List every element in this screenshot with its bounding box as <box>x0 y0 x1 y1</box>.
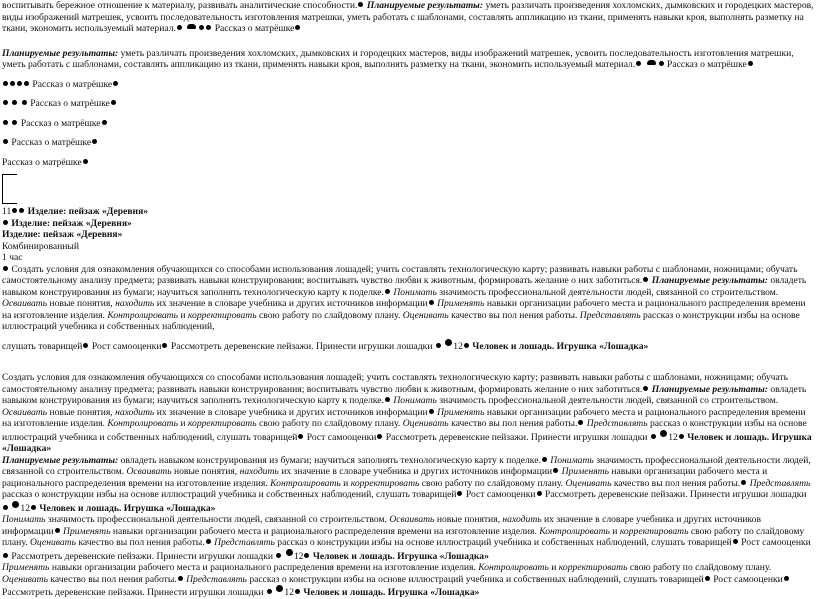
results-label: Планируемые результаты: <box>651 383 768 395</box>
text: овладеть навыком конструирования из бумаги; научиться заполнять технологическую карту к поделке. <box>2 383 807 406</box>
verb: находить <box>115 406 155 418</box>
bullet-icon <box>445 339 452 346</box>
lesson-title-line <box>2 229 814 241</box>
verb: корректировать <box>558 562 628 573</box>
matryoshka-link[interactable]: Рассказ о матрёшке <box>11 137 92 148</box>
verb: Понимать <box>550 454 594 466</box>
bullet-icon <box>295 589 300 594</box>
bullet-icon <box>3 266 8 271</box>
paragraph-results-2 <box>2 455 814 515</box>
lesson-number: 12 <box>453 340 463 352</box>
verb: Представлять <box>749 477 811 489</box>
verb: Оценивать <box>402 418 449 429</box>
verb: Применять <box>561 466 609 477</box>
text: их значение в словаре учебника и других источников информации <box>156 298 428 309</box>
bullet-icon <box>429 409 434 414</box>
verb: Представлять <box>579 309 641 321</box>
verb: Осваивать <box>2 406 48 418</box>
text: Рост самооценки <box>713 573 783 585</box>
verb: Контролировать <box>539 525 610 537</box>
lesson-title: Изделие: пейзаж «Деревня» <box>11 217 132 229</box>
bullet-icon <box>358 2 363 7</box>
text: новые понятия, <box>49 298 113 309</box>
text: свою работу по слайдовому плану. <box>2 525 805 548</box>
bullet-icon <box>177 25 182 30</box>
bullet-icon <box>3 220 8 225</box>
verb: Контролировать <box>270 477 341 489</box>
lesson-number: 11 <box>2 206 12 217</box>
text: Рассмотреть деревенские пейзажи. Принести игрушки лошадки <box>11 550 273 562</box>
bullet-icon <box>12 208 17 213</box>
bullet-icon <box>741 480 746 485</box>
text: Рост самооценки <box>306 431 377 443</box>
lesson-number: 12 <box>20 502 30 514</box>
text: Рассмотреть деревенские пейзажи. Принести игрушки лошадки <box>385 431 648 443</box>
bullet-icon <box>178 576 183 581</box>
matryoshka-link[interactable]: Рассказ о матрёшке <box>214 23 295 34</box>
lesson-title: Человек и лошадь. Игрушка «Лошадка» <box>312 550 489 562</box>
text: навыки организации рабочего места и рационального распределения времени на изготовление изделия. <box>112 525 537 537</box>
verb: Представлять <box>186 573 247 585</box>
verb: Применять <box>437 298 485 309</box>
text: Рост самооценки <box>465 489 536 500</box>
text: рассказ о конструкции избы на основе иллюстраций учебника и собственных наблюдений, слушать товарищей <box>249 573 704 585</box>
link-line-2 <box>2 98 814 110</box>
paragraph-results <box>2 48 814 71</box>
text: их значение в словаре учебника и других источников информации <box>281 466 553 477</box>
bullet-icon <box>12 100 17 105</box>
lesson-title: Человек и лошадь. Игрушка «Лошадка» <box>303 587 480 598</box>
matryoshka-link[interactable]: Рассказ о матрёшке <box>30 98 110 109</box>
text: и <box>180 418 186 429</box>
verb: Применять <box>2 562 50 573</box>
text: их значение в словаре учебника и других источников информации <box>2 514 761 537</box>
text: свою работу по слайдовому плану. <box>629 562 772 573</box>
bullet-icon <box>22 100 27 105</box>
bullet-icon <box>10 81 15 86</box>
text: свою работу по слайдовому плану. <box>258 309 401 321</box>
link-line-1 <box>2 79 814 91</box>
text: свою работу по слайдовому плану. <box>258 418 401 429</box>
text: значимость профессиональной деятельности людей, связанной со строительством. <box>47 514 387 525</box>
bullet-icon <box>457 491 462 496</box>
bullet-icon <box>92 139 97 144</box>
bullet-icon <box>24 81 29 86</box>
text: слушать товарищей <box>2 340 83 352</box>
lesson-title: Человек и лошадь. Игрушка «Лошадка» <box>2 431 812 454</box>
text: уметь различать произведения хохломских, дымковских и городецких мастеров, виды изображений матрешек, усвоить последовательность изготовления матрешки, уметь работать с шаблонами, составлять аппликацию из ткани, применять навыки кроя, выполнять разметку на ткани, экономить используемый материал. <box>2 0 814 34</box>
bullet-icon <box>3 120 8 125</box>
bullet-icon <box>304 553 309 558</box>
paragraph-aims-1 <box>2 264 814 333</box>
text: навыки организации рабочего места и рационального распределения времени на изготовление изделия. <box>2 406 806 429</box>
verb: Применять <box>437 406 485 418</box>
verb: корректировать <box>187 309 257 321</box>
text: Создать условия для ознакомления обучающихся со способами использования лошадей; учить составлять технологическую карту; развивать навыки работы с шаблонами, ножницами; обучать самостоятельному анализу предмета; развивать навыки конструирования; воспитывать чувство любви к животным, формировать желание о них заботиться. <box>2 372 789 395</box>
text: качество вы пол нения работы. <box>451 309 578 321</box>
bullet-icon <box>660 430 667 437</box>
bullet-icon <box>111 100 116 105</box>
paragraph-aims-2 <box>2 372 814 455</box>
verb: Применять <box>63 525 111 537</box>
text: свою работу по слайдовому плану. <box>421 477 564 489</box>
bullet-icon <box>3 100 8 105</box>
text: Создать условия для ознакомления обучающихся со способами использования лошадей; учить составлять технологическую карту; развивать навыки работы с шаблонами, ножницами; обучать самостоятельному анализу предмета; развивать навыки конструирования; воспитывать чувство любви к животным, формировать желание о них заботиться. <box>2 263 798 286</box>
lesson-type: Комбинированный <box>2 240 79 252</box>
paragraph-understand <box>2 514 814 562</box>
verb: Представлять <box>214 537 275 548</box>
bullet-icon <box>162 343 167 348</box>
text: рассказ о конструкции избы на основе иллюстраций учебника и собственных наблюдений, слушать товарищей <box>2 489 457 500</box>
text: качество вы пол нения работы. <box>78 537 205 548</box>
bullet-icon <box>542 457 547 462</box>
bullet-icon <box>3 553 8 558</box>
bullet-icon <box>385 397 390 402</box>
lesson-header <box>2 206 814 218</box>
text: значимость профессиональной деятельности людей, связанной со строительством. <box>439 286 779 298</box>
lesson-number: 12 <box>284 587 294 598</box>
bullet-icon <box>643 277 648 282</box>
verb: корректировать <box>350 477 420 489</box>
bullet-icon <box>578 420 583 425</box>
bullet-icon <box>12 501 19 508</box>
paragraph-apply <box>2 562 814 599</box>
bullet-icon <box>206 539 211 544</box>
bullet-icon <box>276 553 281 558</box>
verb: Осваивать <box>2 298 48 309</box>
text: новые понятия, <box>436 514 501 525</box>
bullet-icon <box>83 159 88 164</box>
matryoshka-link[interactable]: Рассказ о матрёшке <box>32 78 113 90</box>
bullet-icon <box>276 585 283 592</box>
lesson-number: 12 <box>293 550 304 562</box>
verb: Понимать <box>393 395 437 406</box>
results-label: Планируемые результаты: <box>366 0 484 11</box>
bullet-icon <box>429 300 434 305</box>
verb: находить <box>239 466 279 477</box>
text: значимость профессиональной деятельности людей, связанной со строительством. <box>2 454 811 477</box>
verb: находить <box>502 514 542 525</box>
text: и <box>551 562 557 573</box>
text: Рассмотреть деревенские пейзажи. Принести игрушки лошадки <box>2 587 264 598</box>
paragraph-intro <box>2 0 814 35</box>
results-label: Планируемые результаты: <box>651 275 768 286</box>
bullet-icon <box>436 343 441 348</box>
bullet-icon <box>464 343 469 348</box>
verb: корректировать <box>619 525 689 537</box>
verb: Контролировать <box>107 418 178 429</box>
bullet-icon <box>377 434 382 439</box>
verb: Понимать <box>393 286 437 298</box>
text: значимость профессиональной деятельности людей, связанной со строительством. <box>439 395 779 406</box>
matryoshka-link[interactable]: Рассказ о матрёшке <box>20 117 101 129</box>
text: навыки организации рабочего места и рационального распределения времени на изготовление изделия. <box>2 298 806 321</box>
results-label: Планируемые результаты: <box>2 47 119 59</box>
bullet-icon <box>298 434 303 439</box>
verb: Оценивать <box>565 477 612 489</box>
verb: Понимать <box>2 514 46 525</box>
bullet-icon <box>31 505 36 510</box>
bullet-icon <box>3 505 8 510</box>
text: их значение в словаре учебника и других источников информации <box>156 406 428 418</box>
text: качество вы пол нения работы. <box>613 477 741 489</box>
text: и <box>343 477 349 489</box>
text: овладеть навыком конструирования из бумаги; научиться заполнять технологическую карту к поделке. <box>120 454 541 466</box>
bullet-icon <box>651 434 656 439</box>
bullet-icon <box>748 61 753 66</box>
verb: корректировать <box>187 418 257 429</box>
text: новые понятия, <box>173 466 238 477</box>
verb: Оценивать <box>402 309 449 321</box>
bullet-icon <box>55 528 60 533</box>
bullet-icon <box>17 81 22 86</box>
cloud-icon <box>187 24 196 29</box>
bullet-icon <box>295 25 300 30</box>
link-line-5 <box>2 157 814 169</box>
verb: Контролировать <box>478 562 549 573</box>
bullet-icon <box>286 549 293 556</box>
text: навыки организации рабочего места и рационального распределения времени на изготовление изделия. <box>2 466 768 489</box>
bullet-icon <box>267 589 272 594</box>
lesson-title: Изделие: пейзаж «Деревня» <box>27 206 149 217</box>
bullet-icon <box>3 139 8 144</box>
bullet-icon <box>705 576 710 581</box>
link-line-3 <box>2 118 814 130</box>
bullet-icon <box>206 25 211 30</box>
lesson-title-line <box>2 218 814 230</box>
bullet-icon <box>83 343 88 348</box>
bullet-icon <box>385 289 390 294</box>
bullet-icon <box>199 25 204 30</box>
text: Рассмотреть деревенские пейзажи. Принести игрушки лошадки <box>544 489 807 500</box>
bullet-icon <box>113 81 118 86</box>
verb: Контролировать <box>107 309 178 321</box>
text: уметь различать произведения хохломских, дымковских и городецких мастеров, виды изображений матрешек, усвоить последовательность изготовления матрешки, уметь работать с шаблонами, составлять аппликацию из ткани, применять навыки кроя, выполнять разметку на ткани, экономить используемый материал. <box>2 47 794 70</box>
bullet-icon <box>102 120 107 125</box>
bullet-icon <box>784 576 789 581</box>
text: рассказ о конструкции избы на основе иллюстраций учебника и собственных наблюдений, <box>2 309 800 332</box>
verb: Оценивать <box>2 573 48 585</box>
text: навыки организации рабочего места и рационального распределения времени на изготовление изделия. <box>51 562 476 573</box>
matryoshka-link[interactable]: Рассказ о матрёшке <box>2 156 82 168</box>
bullet-icon <box>12 120 17 125</box>
matryoshka-link[interactable]: Рассказ о матрёшке <box>667 59 747 70</box>
text: Рост самооценки <box>91 340 162 352</box>
lesson-title: Человек и лошадь. Игрушка «Лошадка» <box>472 340 649 352</box>
bullet-icon <box>537 491 542 496</box>
text: качество вы пол нения работы. <box>451 418 578 429</box>
cloud-icon <box>647 60 656 65</box>
lesson-title: Человек и лошадь. Игрушка «Лошадка» <box>39 502 216 514</box>
text: рассказ о конструкции избы на основе иллюстраций учебника и собственных наблюдений, слушать товарищей <box>277 537 732 548</box>
verb: Оценивать <box>29 537 76 548</box>
table-cell-border <box>2 174 17 204</box>
results-label: Планируемые результаты: <box>2 454 119 466</box>
lesson-number: 12 <box>668 431 678 443</box>
verb: Осваивать <box>389 514 435 525</box>
text: и <box>180 309 186 321</box>
bullet-icon <box>659 61 664 66</box>
text: Рассмотреть деревенские пейзажи. Принести игрушки лошадки <box>170 340 433 352</box>
text: новые понятия, <box>49 406 113 418</box>
verb: Осваивать <box>126 466 172 477</box>
text: овладеть навыком конструирования из бумаги; научиться заполнять технологическую карту к поделке. <box>2 275 807 298</box>
bullet-icon <box>643 386 648 391</box>
lesson-title: Изделие: пейзаж «Деревня» <box>2 229 123 240</box>
verb: находить <box>115 298 155 309</box>
bullet-icon <box>679 434 684 439</box>
link-line-4 <box>2 137 814 149</box>
bullet-icon <box>553 468 558 473</box>
bullet-icon <box>3 81 8 86</box>
text: качество вы пол нения работы. <box>50 573 177 585</box>
verb: Представлять <box>586 418 648 429</box>
lesson-hours: 1 час <box>2 252 23 263</box>
text: Рост самооценки <box>741 537 811 548</box>
bullet-icon <box>733 539 738 544</box>
text: рассказ о конструкции избы на основе иллюстраций учебника и собственных наблюдений, слушать товарищей <box>2 418 807 443</box>
paragraph-aims-1-end <box>2 339 814 353</box>
text: воспитывать бережное отношение к материалу, развивать аналитические способности. <box>2 0 358 11</box>
bullet-icon <box>19 208 24 213</box>
text: и <box>612 525 618 537</box>
bullet-icon <box>636 61 641 66</box>
